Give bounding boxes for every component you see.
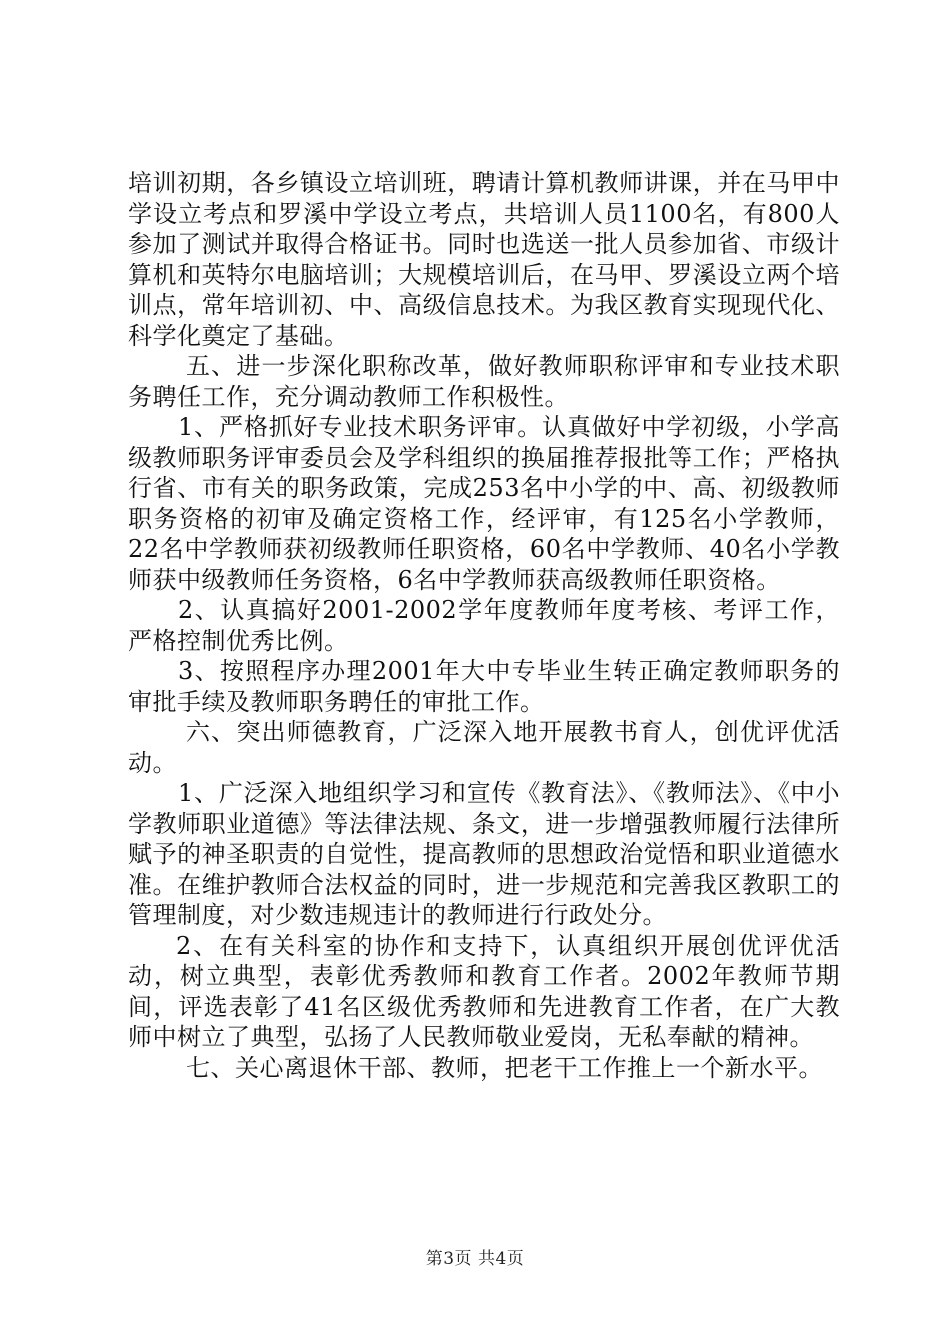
page-footer — [0, 1244, 950, 1269]
section-heading-7: 七、关心离退休干部、教师，把老干工作推上一个新水平。 — [186, 1053, 823, 1082]
page-number: 第3页 共4页 — [425, 1249, 525, 1269]
paragraph-5-2: 2、认真搞好2001-2002学年度教师年度考核、考评工作，严格控制优秀比例。 — [128, 596, 840, 655]
paragraph-6-2: 2、在有关科室的协作和支持下，认真组织开展创优评优活动，树立典型，表彰优秀教师和教育工作者。2002年教师节期间，评选表彰了41名区级优秀教师和先进教育工作者，在广大教师中树立了典型，弘扬了人民教师敬业爱岗，无私奉献的精神。 — [128, 931, 840, 1051]
paragraph-training: 培训初期，各乡镇设立培训班，聘请计算机教师讲课，并在马甲中学设立考点和罗溪中学设立考点，共培训人员1100名，有800人参加了测试并取得合格证书。同时也选送一批人员参加省、市级计算机和英特尔电脑培训；大规模培训后，在马甲、罗溪设立两个培训点，常年培训初、中、高级信息技术。为我区教育实现现代化、科学化奠定了基础。 — [128, 169, 840, 350]
paragraph-6-1: 1、广泛深入地组织学习和宣传《教育法》、《教师法》、《中小学教师职业道德》等法律法规、条文，进一步增强教师履行法律所赋予的神圣职责的自觉性，提高教师的思想政治觉悟和职业道德水准。在维护教师合法权益的同时，进一步规范和完善我区教职工的管理制度，对少数违规违计的教师进行行政处分。 — [128, 779, 840, 929]
section-heading-5: 五、进一步深化职称改革，做好教师职称评审和专业技术职务聘任工作，充分调动教师工作积极性。 — [128, 352, 840, 411]
section-heading-6: 六、突出师德教育，广泛深入地开展教书育人，创优评优活动。 — [128, 718, 840, 777]
document-body — [128, 168, 840, 1083]
paragraph-5-1: 1、严格抓好专业技术职务评审。认真做好中学初级，小学高级教师职务评审委员会及学科组织的换届推荐报批等工作；严格执行省、市有关的职务政策，完成253名中小学的中、高、初级教师职务资格的初审及确定资格工作，经评审，有125名小学教师，22名中学教师获初级教师任职资格，60名中学教师、40名小学教师获中级教师任务资格，6名中学教师获高级教师任职资格。 — [128, 413, 840, 594]
paragraph-5-3: 3、按照程序办理2001年大中专毕业生转正确定教师职务的审批手续及教师职务聘任的审批工作。 — [128, 657, 840, 716]
